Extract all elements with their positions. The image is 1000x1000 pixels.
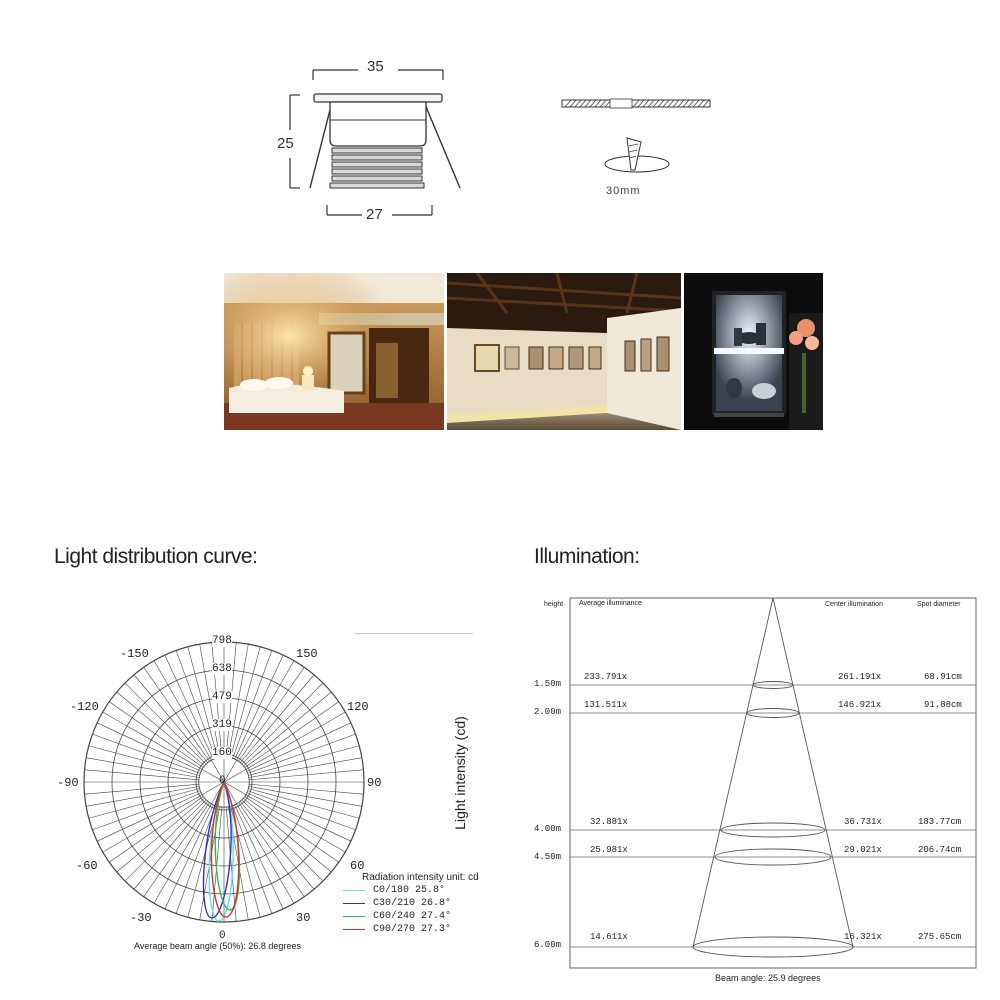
polar-spoke bbox=[125, 683, 206, 764]
cutout-label: 30mm bbox=[606, 185, 641, 197]
angle-label-m120: -120 bbox=[70, 700, 99, 714]
dimension-height: 25 bbox=[277, 135, 294, 152]
radial-label-479: 479 bbox=[212, 691, 232, 703]
beam-angle-label: Beam angle: 25.9 degrees bbox=[715, 973, 821, 983]
polar-spoke bbox=[242, 683, 323, 764]
row-spot: 183.77cm bbox=[918, 817, 962, 827]
radial-label-319: 319 bbox=[212, 719, 232, 731]
row-height: 4.50m bbox=[534, 852, 562, 862]
angle-label-p60: 60 bbox=[350, 859, 365, 873]
polar-spoke bbox=[165, 805, 214, 909]
row-average: 14.611x bbox=[590, 932, 628, 942]
row-spot: 68.91cm bbox=[924, 672, 962, 682]
photo-bedroom bbox=[224, 273, 444, 430]
row-height: 1.50m bbox=[534, 679, 562, 689]
illumination-chart bbox=[530, 595, 985, 990]
dimension-drawing bbox=[270, 50, 470, 230]
polar-spoke bbox=[165, 655, 214, 759]
polar-spoke bbox=[231, 647, 261, 758]
legend-swatch bbox=[343, 929, 365, 930]
angle-label-p30: 30 bbox=[296, 911, 311, 925]
angle-label-m150: -150 bbox=[120, 647, 149, 661]
polar-spoke bbox=[240, 675, 314, 763]
polar-spoke bbox=[243, 692, 331, 766]
polar-spoke bbox=[242, 800, 323, 881]
polar-spoke bbox=[97, 793, 201, 842]
polar-spoke bbox=[235, 805, 284, 909]
polar-spoke bbox=[89, 789, 200, 819]
angle-label-p150: 150 bbox=[296, 647, 318, 661]
row-average: 25.981x bbox=[590, 845, 628, 855]
row-spot: 206.74cm bbox=[918, 845, 962, 855]
angle-label-m60: -60 bbox=[76, 859, 98, 873]
average-beam-angle: Average beam angle (50%): 26.8 degrees bbox=[134, 941, 301, 951]
header-average-illuminance: Average illuminance bbox=[579, 600, 642, 607]
row-average: 233.791x bbox=[584, 672, 628, 682]
row-center: 36.731x bbox=[844, 817, 882, 827]
row-spot: 91.88cm bbox=[924, 700, 962, 710]
row-center: 261.191x bbox=[838, 672, 882, 682]
polar-spoke bbox=[117, 692, 205, 766]
row-spot: 275.65cm bbox=[918, 932, 962, 942]
legend-label: C0/180 25.8° bbox=[373, 885, 446, 896]
legend-item bbox=[343, 910, 451, 923]
polar-spoke bbox=[117, 798, 205, 872]
legend-divider bbox=[355, 633, 473, 634]
angle-label-p90: 90 bbox=[367, 776, 382, 790]
legend-item bbox=[343, 884, 451, 897]
intensity-axis-label: Light intensity (cd) bbox=[452, 716, 468, 830]
dimension-width: 35 bbox=[367, 58, 384, 75]
legend-label: C60/240 27.4° bbox=[373, 911, 452, 922]
polar-spoke bbox=[240, 801, 314, 889]
polar-spoke bbox=[247, 723, 351, 772]
legend-label: C30/210 26.8° bbox=[373, 898, 452, 909]
polar-spoke bbox=[97, 723, 201, 772]
row-center: 16.321x bbox=[844, 932, 882, 942]
photo-display-cabinet bbox=[684, 273, 823, 430]
dimension-base: 27 bbox=[366, 206, 383, 223]
legend-swatch bbox=[343, 903, 365, 904]
row-average: 32.881x bbox=[590, 817, 628, 827]
polar-spoke bbox=[134, 675, 208, 763]
legend-swatch bbox=[343, 916, 365, 917]
legend-swatch bbox=[343, 890, 365, 891]
row-height: 4.00m bbox=[534, 824, 562, 834]
radial-label-0: 0 bbox=[219, 775, 226, 787]
header-center-illumination: Center illumination bbox=[825, 601, 883, 608]
row-center: 29.021x bbox=[844, 845, 882, 855]
polar-spoke bbox=[247, 793, 351, 842]
polar-spoke bbox=[243, 798, 331, 872]
angle-label-p120: 120 bbox=[347, 700, 369, 714]
angle-label-m30: -30 bbox=[130, 911, 152, 925]
illumination-title: Illumination: bbox=[534, 545, 640, 568]
row-height: 2.00m bbox=[534, 707, 562, 717]
radial-label-638: 638 bbox=[212, 663, 232, 675]
angle-label-m90: -90 bbox=[57, 776, 79, 790]
legend-item bbox=[343, 923, 451, 936]
legend-item bbox=[343, 897, 451, 910]
polar-spoke bbox=[89, 746, 200, 776]
angle-label-zero: 0 bbox=[219, 930, 226, 942]
header-spot-diameter: Spot diameter bbox=[917, 601, 961, 608]
radial-label-798: 798 bbox=[212, 635, 232, 647]
legend-label: C90/270 27.3° bbox=[373, 924, 452, 935]
radiation-unit-label: Radiation intensity unit: cd bbox=[362, 872, 479, 883]
photo-gallery bbox=[447, 273, 681, 430]
radial-label-160: 160 bbox=[212, 747, 232, 759]
row-height: 6.00m bbox=[534, 940, 562, 950]
row-center: 146.921x bbox=[838, 700, 882, 710]
header-height: height bbox=[544, 601, 564, 608]
polar-spoke bbox=[248, 789, 359, 819]
distribution-title: Light distribution curve: bbox=[54, 545, 258, 568]
distribution-legend bbox=[343, 884, 451, 936]
polar-spoke bbox=[235, 655, 284, 759]
polar-spoke bbox=[248, 746, 359, 776]
polar-spoke bbox=[125, 800, 206, 881]
cutout-drawing bbox=[555, 90, 725, 185]
polar-spoke bbox=[134, 801, 208, 889]
row-average: 131.511x bbox=[584, 700, 628, 710]
